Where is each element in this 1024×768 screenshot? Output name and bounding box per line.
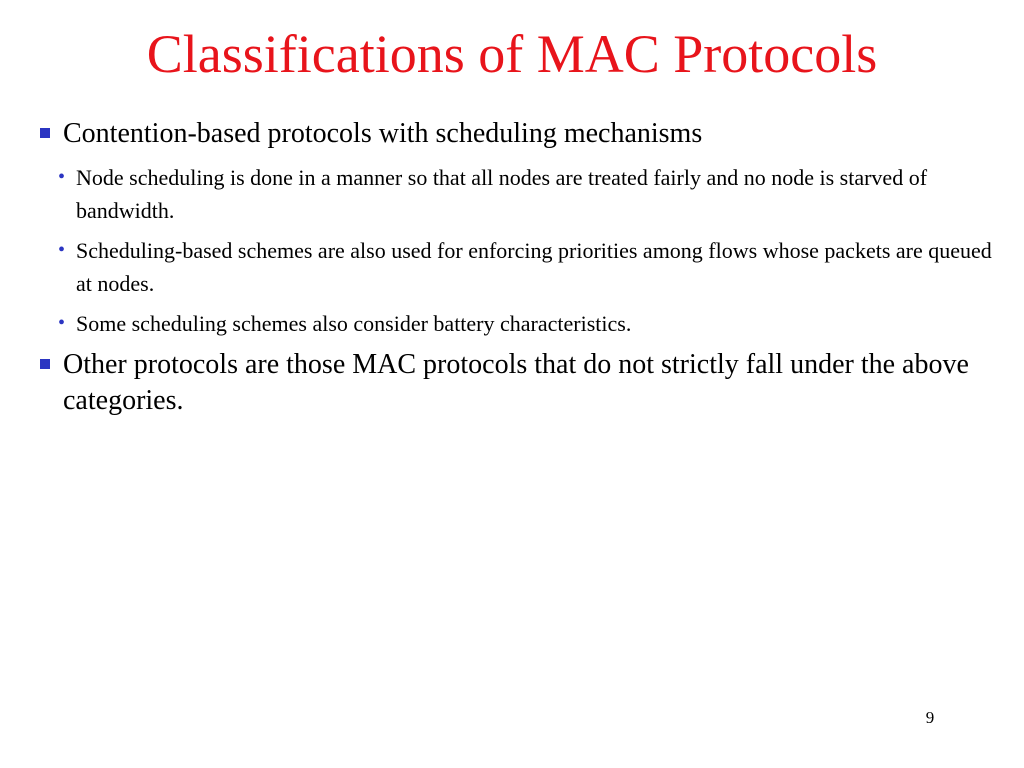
page-number: 9 <box>925 708 935 727</box>
sub-bullet-point-3 <box>38 307 998 340</box>
sub-bullet-point-2 <box>38 234 998 300</box>
bullet-point-1 <box>38 116 998 152</box>
sub-bullet-point-1 <box>38 161 998 227</box>
sub-bullet-text: Node scheduling is done in a manner so that all nodes are treated fairly and no node is starved of bandwidth. <box>76 165 928 223</box>
dot-bullet-icon: • <box>58 312 66 334</box>
square-bullet-icon <box>40 359 50 369</box>
slide-title: Classifications of MAC Protocols <box>146 24 878 84</box>
dot-bullet-icon: • <box>58 166 66 188</box>
dot-bullet-icon: • <box>58 239 66 261</box>
square-bullet-icon <box>40 128 50 138</box>
sub-bullet-text: Some scheduling schemes also consider battery characteristics. <box>76 311 632 336</box>
sub-bullet-text: Scheduling-based schemes are also used for enforcing priorities among flows whose packets are queued at nodes. <box>76 238 992 296</box>
bullet-point-text: Contention-based protocols with scheduling mechanisms <box>63 118 703 149</box>
sub-bullet-list <box>38 161 998 340</box>
bullet-point-text: Other protocols are those MAC protocols that do not strictly fall under the above categories. <box>63 349 969 416</box>
bullet-point-2 <box>38 347 998 419</box>
slide-body <box>38 116 998 419</box>
